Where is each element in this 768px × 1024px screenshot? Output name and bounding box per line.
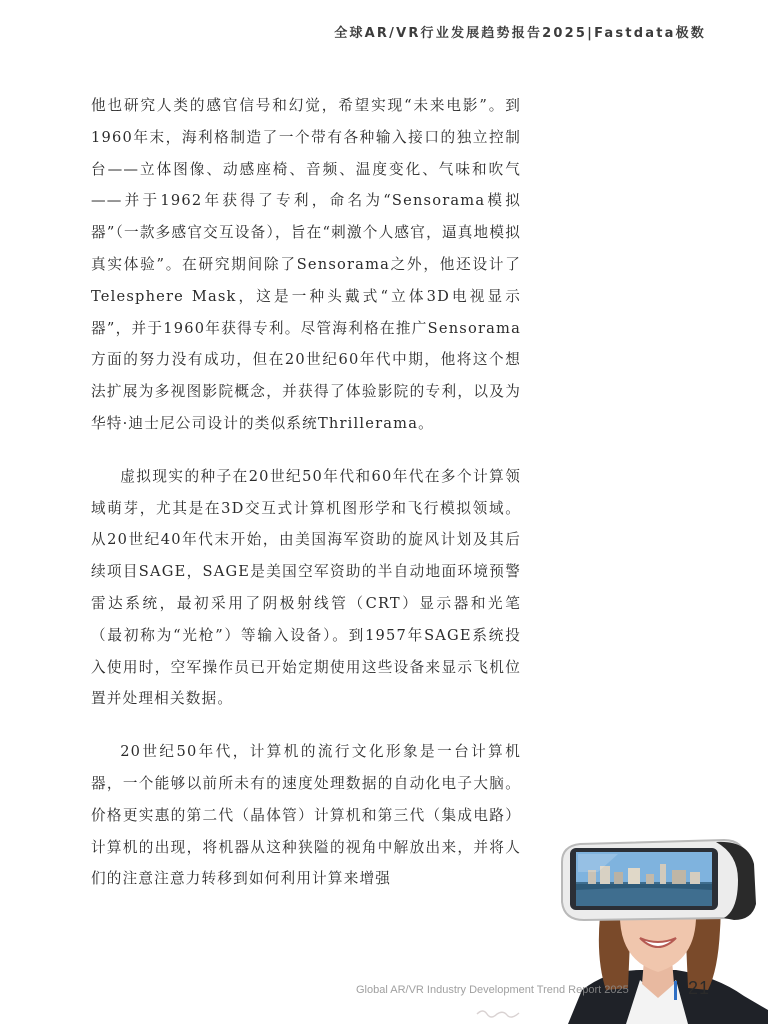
body-text: [91, 90, 521, 895]
ink-mark: [475, 1006, 525, 1018]
paragraph-1: 他也研究人类的感官信号和幻觉，希望实现“未来电影”。到1960年末，海利格制造了一个带有各种输入接口的独立控制台——立体图像、动感座椅、音频、温度变化、气味和吹气——并于1962年获得了专利，命名为“Sensorama模拟器”（一款多感官交互设备），旨在“刺激个人感官，逼真地模拟真实体验”。在研究期间除了Sensorama之外，他还设计了Telesphere Mask，这是一种头戴式“立体3D电视显示器”，并于1960年获得专利。尽管海利格在推广Sensorama方面的努力没有成功，但在20世纪60年代中期，他将这个想法扩展为多视图影院概念，并获得了体验影院的专利，以及为华特·迪士尼公司设计的类似系统Thrillerama。: [91, 97, 521, 432]
running-header: 全球AR/VR行业发展趋势报告2025|Fastdata极数: [334, 26, 706, 41]
footer-accent-bar: [674, 981, 677, 1000]
footer-english-title: Global AR/VR Industry Development Trend Report 2025: [356, 984, 629, 996]
page-number: 21: [688, 978, 711, 998]
paragraph-2: 虚拟现实的种子在20世纪50年代和60年代在多个计算领域萌芽，尤其是在3D交互式计算机图形学和飞行模拟领域。从20世纪40年代末开始，由美国海军资助的旋风计划及其后续项目SAGE，SAGE是美国空军资助的半自动地面环境预警雷达系统，最初采用了阴极射线管（CRT）显示器和光笔（最初称为“光枪”）等输入设备）。到1957年SAGE系统投入使用时，空军操作员已开始定期使用这些设备来显示飞机位置并处理相关数据。: [91, 467, 521, 708]
paragraph-3: 20世纪50年代，计算机的流行文化形象是一台计算机器，一个能够以前所未有的速度处理数据的自动化电子大脑。价格更实惠的第二代（晶体管）计算机和第三代（集成电路）计算机的出现，将机器从这种狭隘的视角中解放出来，并将人们的注意注意力转移到如何利用计算来增强: [91, 743, 521, 888]
